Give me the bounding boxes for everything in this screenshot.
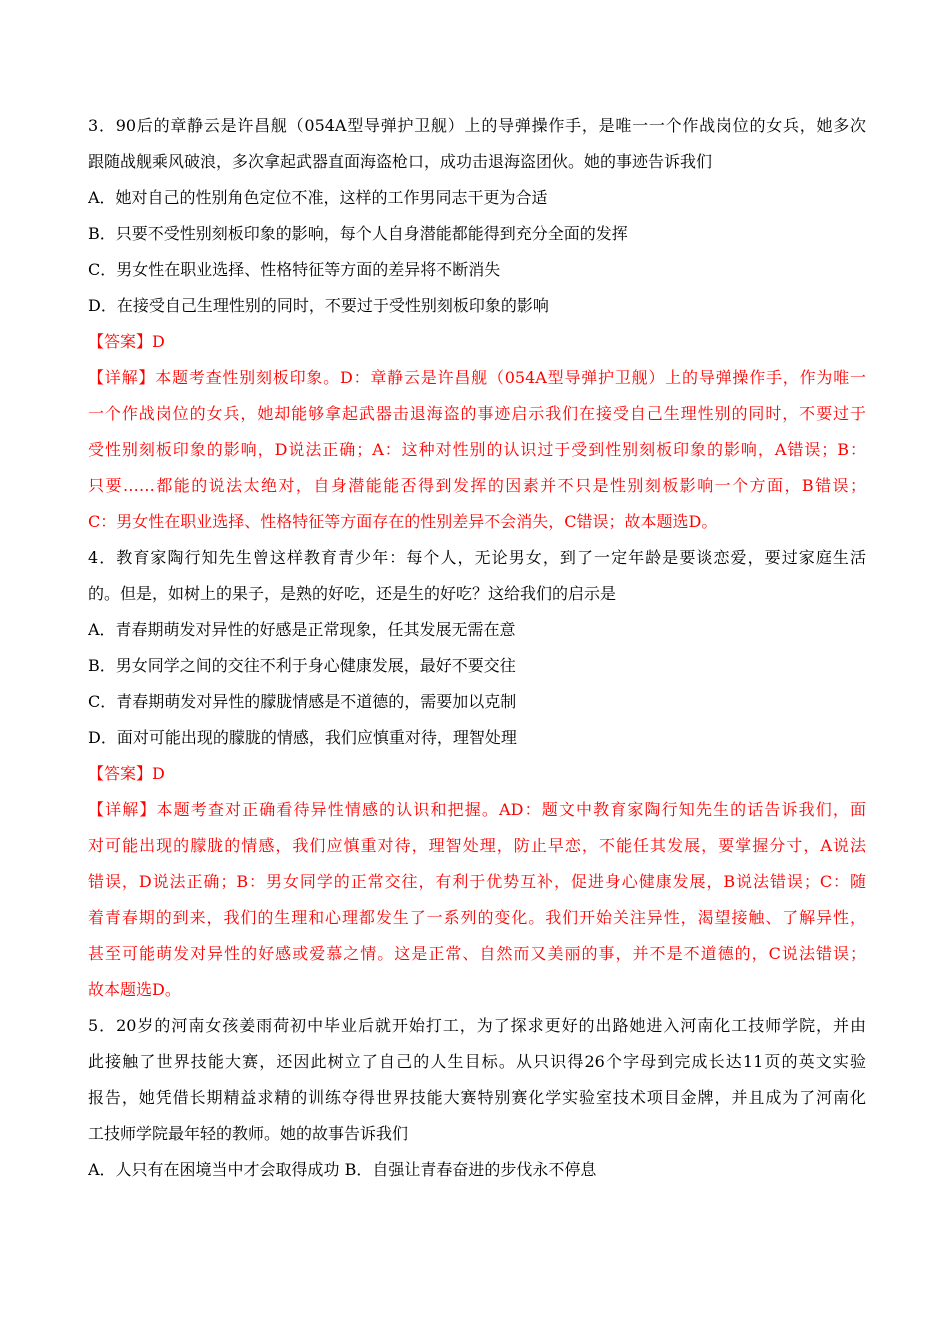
explanation-line: 对可能出现的朦胧的情感，我们应慎重对待，理智处理，防止早恋，不能任其发展，要掌握分寸，A说法: [88, 836, 866, 855]
question-stem-line: 的。但是，如树上的果子，是熟的好吃，还是生的好吃？这给我们的启示是: [88, 584, 617, 603]
option-b: B．只要不受性别刻板印象的影响，每个人自身潜能都能得到充分全面的发挥: [88, 224, 628, 243]
option-a: A．她对自己的性别角色定位不准，这样的工作男同志干更为合适: [88, 188, 548, 207]
question-list: [88, 108, 866, 1188]
question-stem-line: 此接触了世界技能大赛，还因此树立了自己的人生目标。从只识得26个字母到完成长达11页的英文实验: [88, 1052, 866, 1071]
question-stem-line: 报告，她凭借长期精益求精的训练夺得世界技能大赛特别赛化学实验室技术项目金牌，并且成为了河南化: [88, 1088, 866, 1107]
question-stem-line: 5．20岁的河南女孩姜雨荷初中毕业后就开始打工，为了探求更好的出路她进入河南化工技师学院，并由: [88, 1016, 866, 1035]
question-stem-line: 跟随战舰乘风破浪，多次拿起武器直面海盗枪口，成功击退海盗团伙。她的事迹告诉我们: [88, 152, 713, 171]
option-d: D．面对可能出现的朦胧的情感，我们应慎重对待，理智处理: [88, 728, 517, 747]
explanation-line: 【详解】本题考查对正确看待异性情感的认识和把握。AD：题文中教育家陶行知先生的话告诉我们，面: [88, 800, 866, 819]
explanation-line: 甚至可能萌发对异性的好感或爱慕之情。这是正常、自然而又美丽的事，并不是不道德的，C说法错误；: [88, 944, 866, 963]
option-d: D．在接受自己生理性别的同时，不要过于受性别刻板印象的影响: [88, 296, 549, 315]
explanation-line: 故本题选D。: [88, 980, 181, 999]
answer-label: 【答案】D: [88, 332, 165, 351]
option-c: C．青春期萌发对异性的朦胧情感是不道德的，需要加以克制: [88, 692, 517, 711]
explanation-line: 受性别刻板印象的影响，D说法正确；A：这种对性别的认识过于受到性别刻板印象的影响，A错误；B：: [88, 440, 866, 459]
question-4: [88, 540, 866, 1008]
question-stem-line: 工技师学院最年轻的教师。她的故事告诉我们: [88, 1124, 409, 1143]
explanation-line: 【详解】本题考查性别刻板印象。D：章静云是许昌舰（054A型导弹护卫舰）上的导弹操作手，作为唯一: [88, 368, 866, 387]
explanation-line: 一个作战岗位的女兵，她却能够拿起武器击退海盗的事迹启示我们在接受自己生理性别的同时，不要过于: [88, 404, 866, 423]
question-stem-line: 3．90后的章静云是许昌舰（054A型导弹护卫舰）上的导弹操作手，是唯一一个作战岗位的女兵，她多次: [88, 116, 866, 135]
question-stem-line: 4．教育家陶行知先生曾这样教育青少年：每个人，无论男女，到了一定年龄是要谈恋爱，要过家庭生活: [88, 548, 866, 567]
answer-label: 【答案】D: [88, 764, 165, 783]
question-5: [88, 1008, 866, 1188]
option-b: B．男女同学之间的交往不利于身心健康发展，最好不要交往: [88, 656, 516, 675]
option-ab: A．人只有在困境当中才会取得成功 B．自强让青春奋进的步伐永不停息: [88, 1160, 597, 1179]
explanation-line: C：男女性在职业选择、性格特征等方面存在的性别差异不会消失，C错误；故本题选D。: [88, 512, 718, 531]
option-a: A．青春期萌发对异性的好感是正常现象，任其发展无需在意: [88, 620, 516, 639]
question-3: [88, 108, 866, 540]
explanation-line: 错误，D说法正确；B：男女同学的正常交往，有利于优势互补，促进身心健康发展，B说法错误；C：随: [88, 872, 866, 891]
explanation-line: 着青春期的到来，我们的生理和心理都发生了一系列的变化。我们开始关注异性，渴望接触、了解异性，: [88, 908, 866, 927]
option-c: C．男女性在职业选择、性格特征等方面的差异将不断消失: [88, 260, 501, 279]
explanation-line: 只要……都能的说法太绝对，自身潜能能否得到发挥的因素并不只是性别刻板影响一个方面，B错误；: [88, 476, 866, 495]
